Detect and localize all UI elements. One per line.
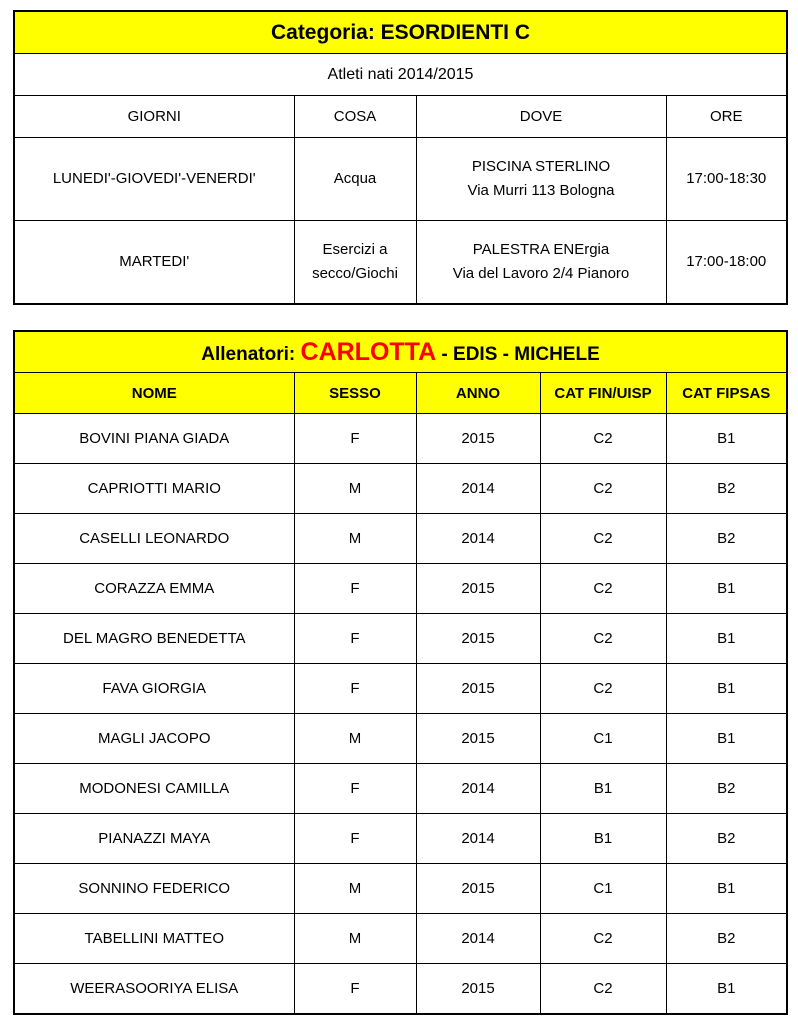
athlete-cat-fipsas: B1	[666, 964, 787, 1015]
athlete-year: 2015	[416, 664, 540, 714]
athlete-cat-fin-uisp: B1	[540, 764, 666, 814]
athlete-cat-fipsas: B2	[666, 764, 787, 814]
athlete-cat-fipsas: B2	[666, 914, 787, 964]
schedule-row	[14, 138, 787, 221]
coaches-row	[14, 331, 787, 373]
athlete-cat-fin-uisp: B1	[540, 814, 666, 864]
schedule-hours: 17:00-18:30	[666, 138, 787, 221]
athlete-sex: F	[294, 814, 416, 864]
athlete-name: BOVINI PIANA GIADA	[14, 414, 294, 464]
table-row	[14, 464, 787, 514]
table-row	[14, 914, 787, 964]
athlete-sex: M	[294, 714, 416, 764]
athlete-sex: F	[294, 664, 416, 714]
schedule-activity	[294, 138, 416, 221]
location-address: Via Murri 113 Bologna	[467, 182, 615, 199]
athlete-cat-fipsas: B2	[666, 464, 787, 514]
athlete-cat-fipsas: B1	[666, 664, 787, 714]
born-years: Atleti nati 2014/2015	[14, 54, 787, 96]
location-address: Via del Lavoro 2/4 Pianoro	[452, 265, 630, 282]
header-anno: ANNO	[416, 373, 540, 414]
header-dove: DOVE	[416, 96, 666, 138]
athlete-cat-fin-uisp: C1	[540, 864, 666, 914]
athlete-year: 2014	[416, 914, 540, 964]
athlete-name: CAPRIOTTI MARIO	[14, 464, 294, 514]
schedule-location	[416, 138, 666, 221]
athlete-year: 2015	[416, 864, 540, 914]
athlete-name: CORAZZA EMMA	[14, 564, 294, 614]
location-name: PALESTRA ENErgia	[472, 241, 610, 258]
coaches-label: Allenatori:	[201, 343, 296, 365]
schedule-days: LUNEDI'-GIOVEDI'-VENERDI'	[14, 138, 294, 221]
table-row	[14, 414, 787, 464]
athlete-cat-fipsas: B1	[666, 614, 787, 664]
header-cat-fipsas: CAT FIPSAS	[666, 373, 787, 414]
schedule-row	[14, 221, 787, 305]
schedule-activity	[294, 221, 416, 305]
table-row	[14, 764, 787, 814]
athlete-cat-fipsas: B2	[666, 514, 787, 564]
coaches-rest: - EDIS - MICHELE	[441, 343, 600, 365]
activity-line: secco/Giochi	[312, 265, 398, 282]
athlete-cat-fin-uisp: C2	[540, 464, 666, 514]
athlete-cat-fipsas: B1	[666, 864, 787, 914]
athlete-cat-fipsas: B1	[666, 414, 787, 464]
athlete-cat-fin-uisp: C2	[540, 964, 666, 1015]
athletes-table	[13, 330, 788, 1015]
athlete-year: 2015	[416, 614, 540, 664]
activity-line: Acqua	[333, 170, 377, 187]
category-title	[14, 11, 787, 54]
header-ore: ORE	[666, 96, 787, 138]
athlete-year: 2015	[416, 964, 540, 1015]
athlete-cat-fin-uisp: C2	[540, 614, 666, 664]
athlete-year: 2014	[416, 514, 540, 564]
athlete-year: 2015	[416, 414, 540, 464]
table-row	[14, 864, 787, 914]
athlete-sex: M	[294, 464, 416, 514]
table-row	[14, 664, 787, 714]
athlete-sex: M	[294, 864, 416, 914]
schedule-table	[13, 10, 788, 305]
table-row	[14, 614, 787, 664]
athlete-cat-fipsas: B2	[666, 814, 787, 864]
athlete-cat-fin-uisp: C1	[540, 714, 666, 764]
athlete-year: 2015	[416, 564, 540, 614]
athlete-sex: F	[294, 964, 416, 1015]
header-cat-fin-uisp: CAT FIN/UISP	[540, 373, 666, 414]
header-cosa: COSA	[294, 96, 416, 138]
coach-highlight: CARLOTTA	[300, 337, 437, 366]
header-giorni: GIORNI	[14, 96, 294, 138]
athlete-name: CASELLI LEONARDO	[14, 514, 294, 564]
table-row	[14, 564, 787, 614]
athlete-name: SONNINO FEDERICO	[14, 864, 294, 914]
athlete-sex: M	[294, 514, 416, 564]
category-row	[14, 11, 787, 54]
athlete-name: FAVA GIORGIA	[14, 664, 294, 714]
table-row	[14, 514, 787, 564]
athlete-cat-fin-uisp: C2	[540, 414, 666, 464]
athlete-name: WEERASOORIYA ELISA	[14, 964, 294, 1015]
athlete-sex: M	[294, 914, 416, 964]
athlete-cat-fipsas: B1	[666, 714, 787, 764]
athlete-name: MODONESI CAMILLA	[14, 764, 294, 814]
activity-line: Esercizi a	[322, 241, 388, 258]
athlete-sex: F	[294, 564, 416, 614]
coaches-title	[14, 331, 787, 373]
athlete-sex: F	[294, 764, 416, 814]
born-row	[14, 54, 787, 96]
category-name: ESORDIENTI C	[380, 20, 531, 44]
athlete-name: MAGLI JACOPO	[14, 714, 294, 764]
header-sesso: SESSO	[294, 373, 416, 414]
athlete-year: 2014	[416, 464, 540, 514]
athletes-header-row	[14, 373, 787, 414]
athlete-year: 2015	[416, 714, 540, 764]
category-label: Categoria:	[270, 20, 375, 44]
location-name: PISCINA STERLINO	[471, 158, 611, 175]
athlete-year: 2014	[416, 814, 540, 864]
schedule-location	[416, 221, 666, 305]
athlete-rows	[14, 414, 787, 1015]
schedule-hours: 17:00-18:00	[666, 221, 787, 305]
table-row	[14, 714, 787, 764]
athlete-cat-fin-uisp: C2	[540, 914, 666, 964]
table-row	[14, 814, 787, 864]
athlete-name: DEL MAGRO BENEDETTA	[14, 614, 294, 664]
athlete-cat-fin-uisp: C2	[540, 514, 666, 564]
athlete-name: PIANAZZI MAYA	[14, 814, 294, 864]
athlete-cat-fipsas: B1	[666, 564, 787, 614]
header-nome: NOME	[14, 373, 294, 414]
athlete-cat-fin-uisp: C2	[540, 664, 666, 714]
schedule-days: MARTEDI'	[14, 221, 294, 305]
athlete-cat-fin-uisp: C2	[540, 564, 666, 614]
table-row	[14, 964, 787, 1015]
athlete-year: 2014	[416, 764, 540, 814]
athlete-name: TABELLINI MATTEO	[14, 914, 294, 964]
schedule-header-row	[14, 96, 787, 138]
athlete-sex: F	[294, 414, 416, 464]
athlete-sex: F	[294, 614, 416, 664]
